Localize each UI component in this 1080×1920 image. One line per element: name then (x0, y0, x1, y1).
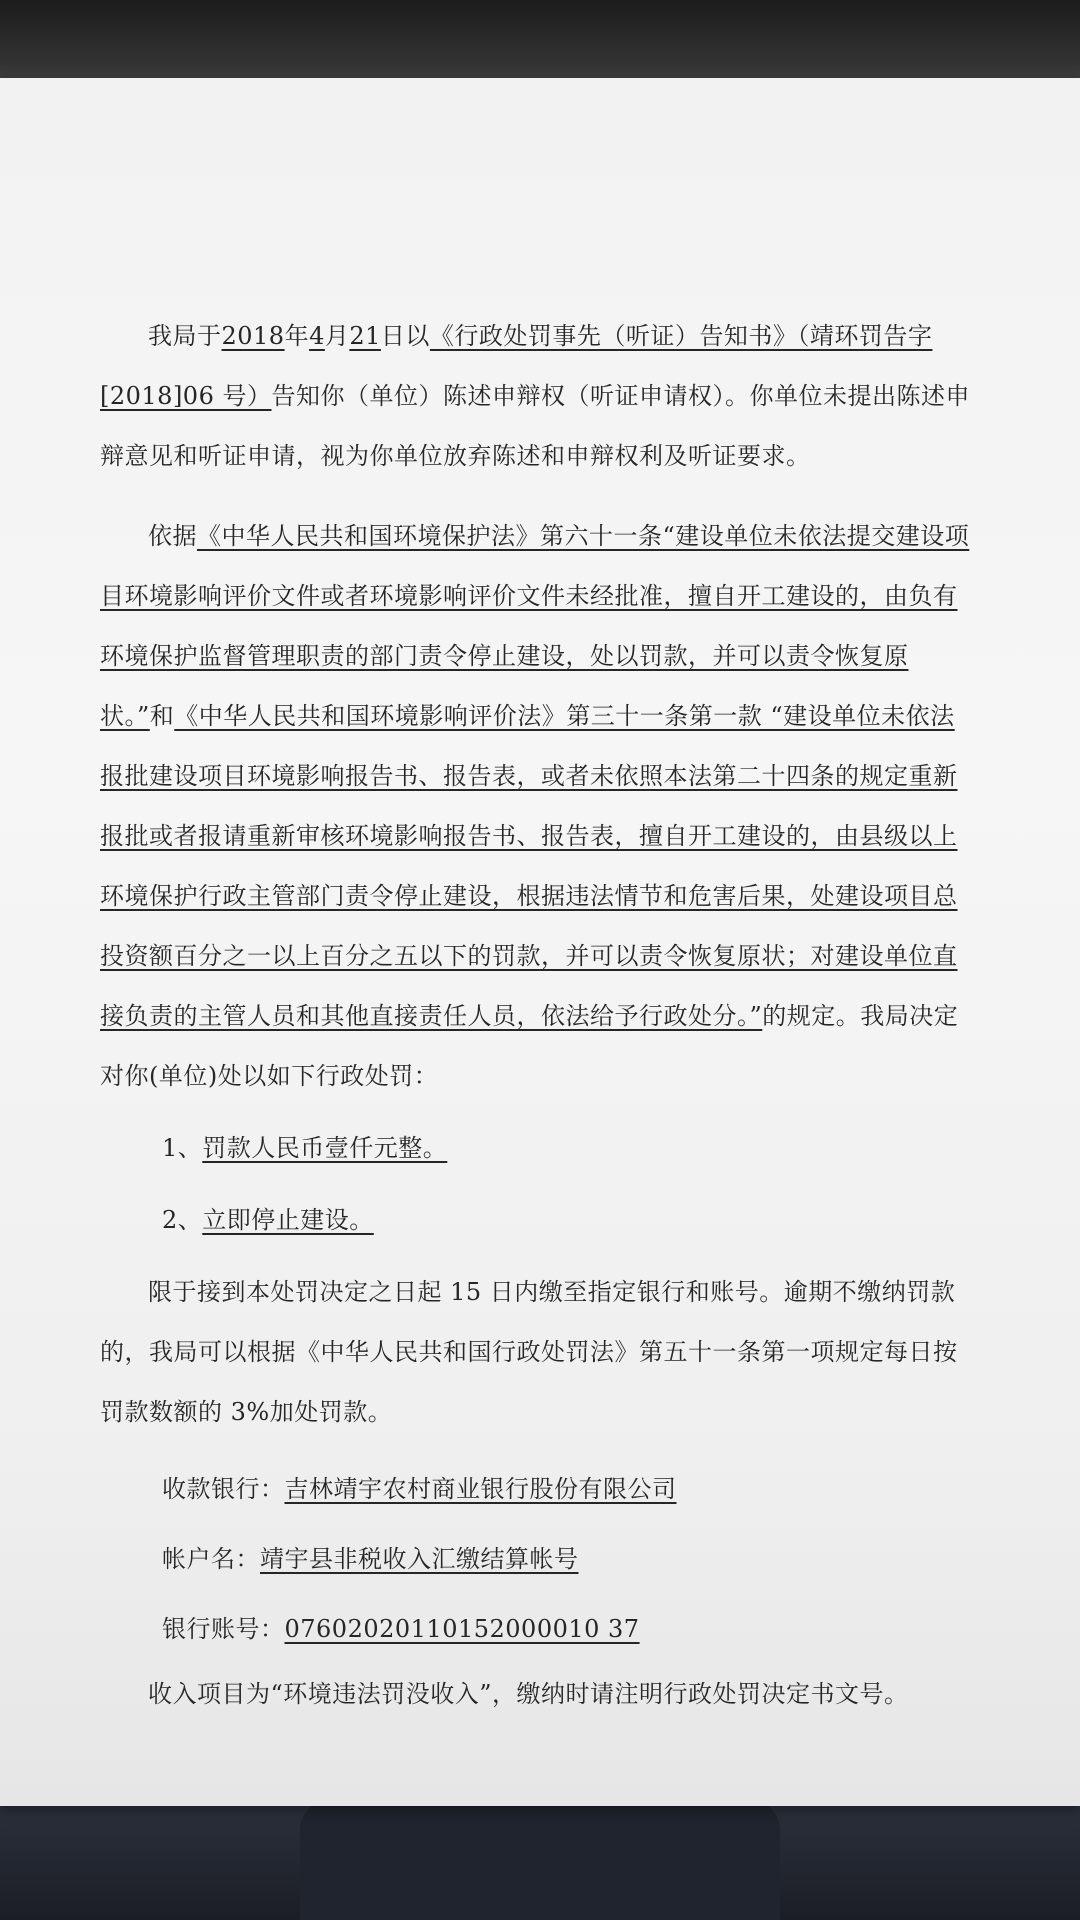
penalty-item-1 (100, 1118, 970, 1178)
paragraph-notice (100, 306, 970, 486)
spacer (100, 1178, 970, 1190)
account-number-row (100, 1594, 970, 1664)
bank-name-row (100, 1454, 970, 1524)
text: 和 (149, 702, 175, 730)
paragraph-income-item: 收入项目为“环境违法罚没收入”，缴纳时请注明行政处罚决定书文号。 (148, 1680, 909, 1708)
date-year: 2018 (221, 322, 285, 350)
penalty-text: 立即停止建设。 (202, 1206, 374, 1234)
text: 告知你（单位）陈述申辩权（听证申请权）。你单位未提出陈述申辩意见和听证申请，视为你单位放弃陈述和申辩权利及听证要求。 (100, 382, 970, 470)
bank-value: 吉林靖宇农村商业银行股份有限公司 (284, 1475, 677, 1503)
text: 年 (284, 322, 310, 350)
text: 依据 (148, 522, 197, 550)
spacer (100, 1442, 970, 1454)
document-page (0, 78, 1080, 1806)
law-citation-eia: 《中华人民共和国环境影响评价法》第三十一条第一款 “建设单位未依法报批建设项目环境影响报告书、报告表，或者未依照本法第二十四条的规定重新报批或者报请重新审核环境影响报告书、报告表，擅自开工建设的，由县级以上环境保护行政主管部门责令停止建设，根据违法情节和危害后果，处建设项目总投资额百分之一以上百分之五以下的罚款，并可以责令恢复原状；对建设单位直接负责的主管人员和其他直接责任人员，依法给予行政处分。” (100, 702, 958, 1030)
text: 我局于 (148, 322, 222, 350)
spacer (100, 486, 970, 506)
account-name-label: 帐户名： (162, 1545, 260, 1573)
background-fabric (300, 1800, 780, 1920)
notice-title: 《行政处罚事先（听证）告知书》（靖环罚告字[2018]06 号） (100, 322, 933, 410)
penalty-item-2 (100, 1190, 970, 1250)
document-body (100, 306, 970, 1724)
penalty-text: 罚款人民币壹仟元整。 (202, 1134, 448, 1162)
text: 日以 (380, 322, 430, 350)
paragraph-legal-basis (100, 506, 970, 1106)
law-citation-environmental-protection: 《中华人民共和国环境保护法》第六十一条“建设单位未依法提交建设项目环境影响评价文件或者环境影响评价文件未经批准，擅自开工建设的，由负有环境保护监督管理职责的部门责令停止建设，处以罚款，并可以责令恢复原状。” (100, 522, 970, 730)
bank-label: 收款银行： (162, 1475, 285, 1503)
account-name-value: 靖宇县非税收入汇缴结算帐号 (260, 1545, 579, 1573)
text: 月 (324, 322, 350, 350)
date-month: 4 (309, 322, 325, 350)
account-name-row (100, 1524, 970, 1594)
account-number-value: 07602020110152000010 37 (284, 1615, 640, 1643)
account-number-label: 银行账号： (162, 1615, 285, 1643)
item-number: 1、 (162, 1134, 203, 1162)
date-day: 21 (349, 322, 381, 350)
spacer (100, 1106, 970, 1118)
paragraph-payment-deadline: 限于接到本处罚决定之日起 15 日内缴至指定银行和账号。逾期不缴纳罚款的，我局可以根据《中华人民共和国行政处罚法》第五十一条第一项规定每日按罚款数额的 3%加处罚款。 (100, 1278, 958, 1426)
item-number: 2、 (162, 1206, 203, 1234)
spacer (100, 1250, 970, 1262)
text: 的规定。我局决定对你(单位)处以如下行政处罚： (100, 1002, 959, 1090)
